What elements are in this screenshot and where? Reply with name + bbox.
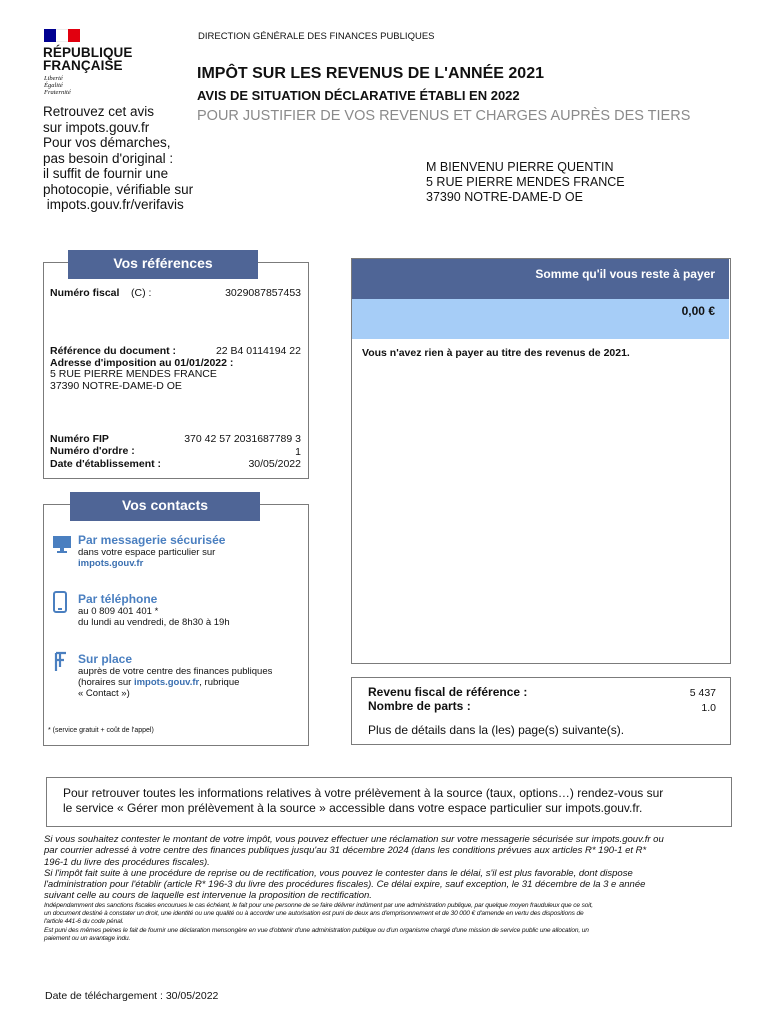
sur-place-text: , rubrique: [199, 677, 240, 688]
motto-egalite: Égalité: [44, 82, 63, 89]
direction-label: DIRECTION GÉNÉRALE DES FINANCES PUBLIQUES: [198, 31, 435, 42]
note-line: Retrouvez cet avis: [43, 104, 155, 119]
contacts-tab: Vos contacts: [70, 492, 260, 521]
legal-line: paiement ou un avantage indu.: [44, 934, 131, 942]
legal-line: Si vous souhaitez contester le montant de votre impôt, vous pouvez effectuer une réclamation sur votre messagerie sécurisée sur impots.gouv.fr ou: [44, 834, 664, 845]
payment-amount-row: [352, 299, 729, 339]
parts-value: 1.0: [701, 702, 716, 714]
telephone-number: au 0 809 401 401 *: [78, 606, 159, 617]
note-line: impots.gouv.fr/verifavis: [43, 197, 184, 212]
document-purpose: POUR JUSTIFIER DE VOS REVENUS ET CHARGES AUPRÈS DES TIERS: [197, 108, 691, 124]
download-date: Date de téléchargement : 30/05/2022: [45, 990, 219, 1002]
legal-line: 196-1 du livre des procédures fiscales).: [44, 856, 210, 868]
sur-place-text: (horaires sur: [78, 677, 134, 688]
motto: [44, 75, 71, 96]
rfr-value: 5 437: [689, 687, 716, 699]
motto-liberte: Liberté: [44, 75, 63, 82]
note-line: sur impots.gouv.fr: [43, 119, 150, 135]
rfr-label: Revenu fiscal de référence :: [368, 685, 528, 699]
numero-fiscal-label: Numéro fiscal: [50, 287, 120, 299]
sur-place-link[interactable]: impots.gouv.fr: [133, 677, 200, 688]
telephone-hours: du lundi au vendredi, de 8h30 à 19h: [78, 617, 230, 628]
legal-line: Indépendamment des sanctions fiscales encourues le cas échéant, le fait pour une personne de se faire délivrer indûment par une administration publique, par quelque moyen frauduleux que ce soit,: [44, 902, 593, 909]
note-line: il suffit de fournir une: [43, 166, 169, 181]
adresse-imposition-street: 5 RUE PIERRE MENDES FRANCE: [50, 368, 217, 380]
logo-line1: RÉPUBLIQUE: [43, 45, 133, 60]
adresse-imposition-label: Adresse d'imposition au 01/01/2022 :: [50, 357, 234, 369]
ordre-label: Numéro d'ordre :: [50, 445, 135, 457]
reference-value: 22 B4 0114194 22: [215, 345, 301, 357]
legal-line: suivant celle au cours de laquelle est intervenue la proposition de rectification.: [44, 890, 372, 902]
date-etablissement-value: 30/05/2022: [248, 458, 301, 470]
numero-fiscal-value: 3029087857453: [225, 287, 301, 299]
phone-icon: [53, 591, 67, 613]
sur-place-title: Sur place: [78, 652, 133, 666]
messagerie-text: dans votre espace particulier sur: [78, 547, 216, 558]
payment-header-label: Somme qu'il vous reste à payer: [535, 267, 715, 281]
legal-sanctions: [44, 902, 734, 943]
telephone-title: Par téléphone: [78, 592, 158, 606]
legal-line: Si l'impôt fait suite à une procédure de reprise ou de rectification, vous pouvez le contester dans le délai, s'il est plus favorable, dont dispose: [44, 867, 633, 879]
document-subtitle: AVIS DE SITUATION DÉCLARATIVE ÉTABLI EN 2022: [197, 88, 520, 103]
legal-line: l'administration pour l'établir (article R* 196-3 du livre des procédures fiscales). Ce délai expire, sauf exception, le 31 décembre de la 3 e année: [44, 879, 646, 891]
legal-line: l'article 441-6 du code pénal.: [44, 918, 124, 926]
logo-line2: FRANÇAISE: [43, 58, 123, 73]
prelevement-line: Pour retrouver toutes les informations relatives à votre prélèvement à la source (taux, options…) rendez-vous sur: [63, 786, 664, 800]
parts-label: Nombre de parts :: [368, 699, 471, 713]
note-line: Pour vos démarches,: [43, 135, 171, 150]
payment-message: Vous n'avez rien à payer au titre des revenus de 2021.: [362, 347, 630, 359]
marianne-logo-flag: [44, 29, 80, 42]
legal-line: un document destiné à constater un droit, une identité ou une qualité ou à accorder une autorisation est puni de deux ans d'emprisonnement et de 30 000 € d'amende en vertu des dispositions de: [44, 910, 584, 918]
ordre-value: 1: [295, 446, 301, 458]
adresse-imposition-city: 37390 NOTRE-DAME-D OE: [50, 380, 182, 392]
prelevement-line: le service « Gérer mon prélèvement à la source » accessible dans votre espace particulier sur impots.gouv.fr.: [63, 801, 643, 815]
sur-place-line3: « Contact »): [78, 688, 130, 699]
building-icon: [53, 651, 69, 673]
date-etablissement-label: Date d'établissement :: [50, 458, 162, 470]
recipient-address: [426, 160, 625, 205]
payment-header: [352, 259, 729, 299]
sur-place-line2: [78, 677, 239, 689]
legal-line: par courrier adressé à votre centre des finances publiques jusqu'au 31 décembre 2024 (dans les conditions prévues aux articles R* 190-1 et R*: [44, 845, 647, 857]
fip-value: 370 42 57 2031687789 3: [184, 433, 301, 445]
numero-fiscal-suffix: (C) :: [131, 287, 152, 299]
note-line: pas besoin d'original :: [43, 150, 174, 166]
references-tab: Vos références: [68, 250, 258, 279]
sur-place-line1: auprès de votre centre des finances publiques: [78, 666, 273, 677]
recipient-street: 5 RUE PIERRE MENDES FRANCE: [426, 175, 625, 189]
recipient-name: M BIENVENU PIERRE QUENTIN: [426, 160, 614, 174]
contacts-footnote: * (service gratuit + coût de l'appel): [48, 727, 154, 734]
computer-icon: [52, 534, 72, 554]
recipient-city: 37390 NOTRE-DAME-D OE: [426, 190, 583, 204]
motto-fraternite: Fraternité: [44, 89, 71, 96]
verification-note: [43, 104, 193, 213]
details-note: Plus de détails dans la (les) page(s) suivante(s).: [368, 723, 625, 737]
reference-label: Référence du document :: [50, 345, 177, 357]
fip-label: Numéro FIP: [50, 433, 109, 445]
prelevement-note: [63, 786, 733, 816]
messagerie-title: Par messagerie sécurisée: [78, 533, 226, 547]
document-title: IMPÔT SUR LES REVENUS DE L'ANNÉE 2021: [197, 65, 544, 82]
republique-francaise-logo: [43, 46, 133, 72]
note-line: photocopie, vérifiable sur: [43, 181, 194, 197]
legal-contestation: [44, 834, 734, 902]
messagerie-link[interactable]: impots.gouv.fr: [78, 558, 144, 569]
payment-amount: 0,00 €: [681, 304, 715, 318]
legal-line: Est puni des mêmes peines le fait de fournir une déclaration mensongère en vue d'obtenir d'une administration publique ou d'un organisme chargé d'une mission de service public une allocation, un: [44, 926, 589, 934]
